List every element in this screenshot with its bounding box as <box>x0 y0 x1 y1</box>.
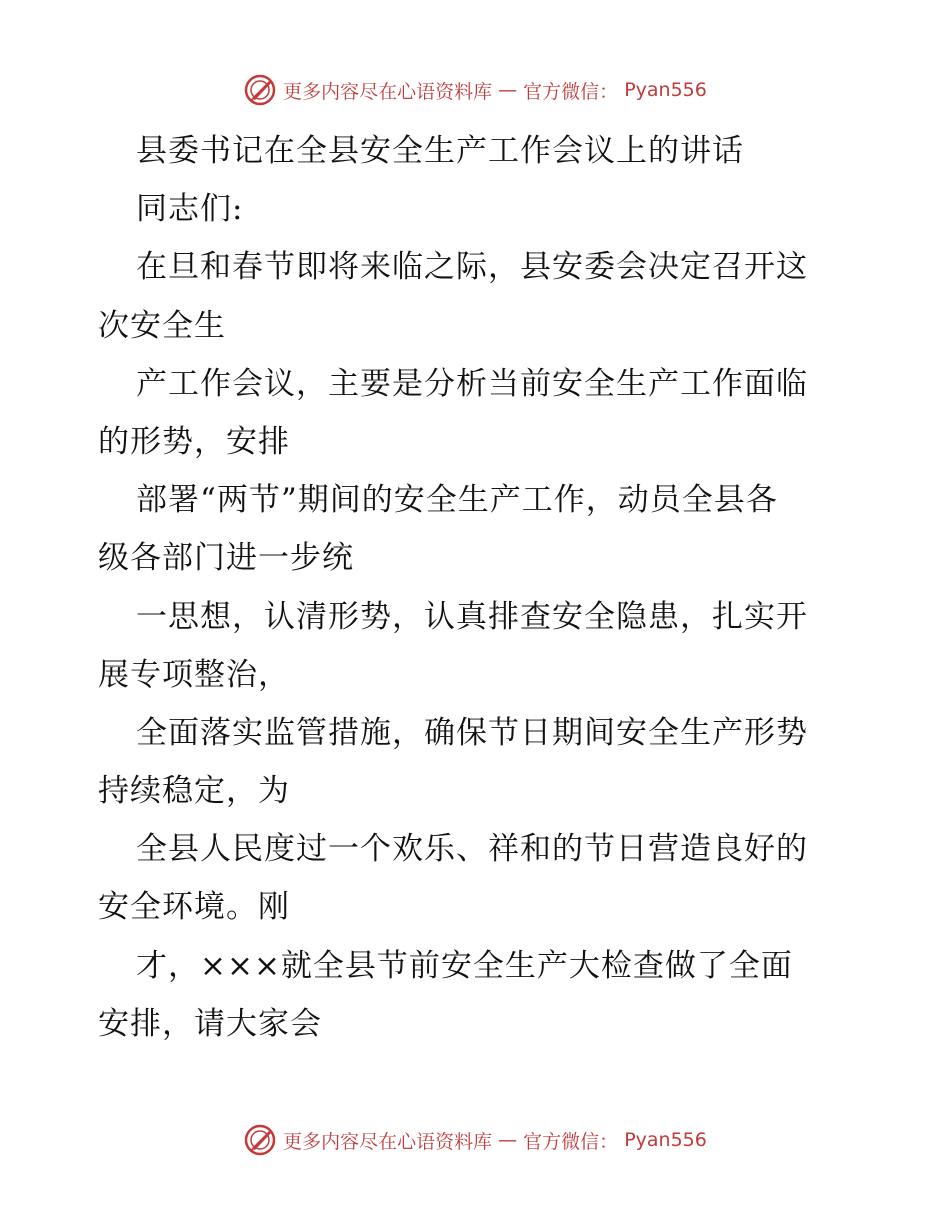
watermark-account-id: Pyan556 <box>624 79 707 101</box>
body-line: 在旦和春节即将来临之际，县安委会决定召开这 <box>136 249 808 286</box>
watermark-separator: — <box>498 1129 518 1151</box>
document-title: 县委书记在全县安全生产工作会议上的讲话 <box>136 133 744 169</box>
body-line: 全面落实监管措施，确保节日期间安全生产形势 <box>136 714 808 751</box>
body-line: 的形势，安排 <box>98 423 290 460</box>
quill-pen-logo-icon <box>243 1123 277 1157</box>
body-line: 持续稳定，为 <box>98 773 290 810</box>
watermark-banner-bottom <box>0 1120 950 1160</box>
document-body <box>98 122 854 1053</box>
watermark-side-text: 官方微信： <box>523 80 619 103</box>
salutation: 同志们: <box>136 191 244 228</box>
body-line: 级各部门进一步统 <box>98 540 354 577</box>
body-line: 产工作会议，主要是分析当前安全生产工作面临 <box>136 365 808 402</box>
body-line: 次安全生 <box>98 307 226 344</box>
watermark-main-text: 更多内容尽在心语资料库 <box>283 80 493 103</box>
watermark-separator: — <box>498 79 518 101</box>
watermark-account-id: Pyan556 <box>624 1129 707 1151</box>
quill-pen-logo-icon <box>243 73 277 107</box>
body-line: 部署“两节”期间的安全生产工作，动员全县各 <box>136 482 778 519</box>
body-line: 展专项整治， <box>98 656 290 693</box>
watermark-main-text: 更多内容尽在心语资料库 <box>283 1130 493 1153</box>
body-line: 安全环境。刚 <box>98 889 290 926</box>
watermark-side-text: 官方微信： <box>523 1130 619 1153</box>
body-line: 才，×××就全县节前安全生产大检查做了全面 <box>136 947 793 984</box>
body-line: 安排，请大家会 <box>98 1005 322 1042</box>
body-line: 全县人民度过一个欢乐、祥和的节日营造良好的 <box>136 831 808 868</box>
watermark-banner-top <box>0 70 950 110</box>
body-line: 一思想，认清形势，认真排查安全隐患，扎实开 <box>136 598 808 635</box>
